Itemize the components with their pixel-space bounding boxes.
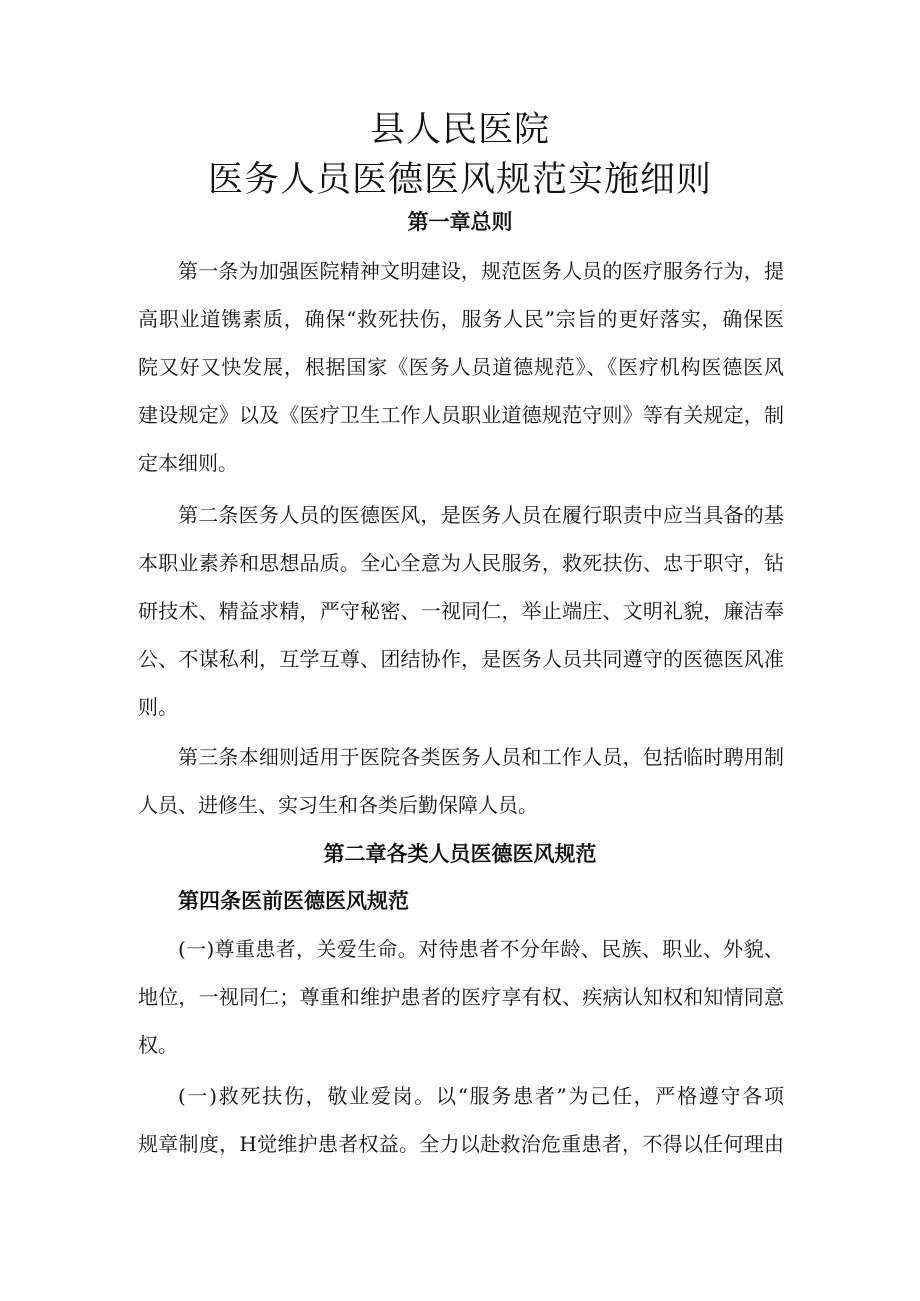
article-2-line: 第二条医务人员的医德医风，是医务人员在履行职责中应当具备的基: [178, 503, 784, 527]
article-4-heading: 第四条医前医德医风规范: [178, 889, 409, 913]
chapter-1-heading: 第一章总则: [407, 210, 513, 234]
article-1-line: 高职业道镌素质，确保“救死扶伤，服务人民”宗旨的更好落实，确保医: [138, 307, 784, 331]
item-2-line: (一)救死扶伤，敬业爱岗。以“服务患者”为己任，严格遵守各项: [178, 1084, 784, 1108]
document-title: 医务人员医德医风规范实施细则: [207, 160, 712, 200]
article-1-line: 院又好又快发展，根据国家《医务人员道德规范》、《医疗机构医德医风: [138, 355, 784, 379]
article-3-line: 第三条本细则适用于医院各类医务人员和工作人员，包括临时聘用制: [178, 745, 784, 769]
item-1-line: 权。: [138, 1033, 178, 1057]
hospital-name: 县人民医院: [369, 110, 550, 150]
article-2-line: 本职业素养和思想品质。全心全意为人民服务，救死扶伤、忠于职守，钻: [138, 551, 784, 575]
article-1-line: 第一条为加强医院精神文明建设，规范医务人员的医疗服务行为，提: [178, 259, 784, 283]
article-1-line: 建设规定》以及《医疗卫生工作人员职业道德规范守则》等有关规定，制: [138, 403, 784, 427]
item-1-line: 地位，一视同仁；尊重和维护患者的医疗享有权、疾病认知权和知情同意: [138, 985, 784, 1009]
article-2-line: 公、不谋私利，互学互尊、团结协作，是医务人员共同遵守的医德医风准: [138, 647, 784, 671]
chapter-2-heading: 第二章各类人员医德医风规范: [323, 842, 597, 866]
article-3-line: 人员、进修生、实习生和各类后勤保障人员。: [138, 793, 538, 817]
article-2-line: 则。: [138, 695, 178, 719]
item-1-line: (一)尊重患者，关爱生命。对待患者不分年龄、民族、职业、外貌、: [178, 937, 784, 961]
article-1-line: 定本细则。: [138, 451, 238, 475]
article-2-line: 研技术、精益求精，严守秘密、一视同仁，举止端庄、文明礼貌，廉洁奉: [138, 599, 784, 623]
item-2-line: 规章制度，H觉维护患者权益。全力以赴救治危重患者，不得以任何理由: [138, 1132, 784, 1156]
